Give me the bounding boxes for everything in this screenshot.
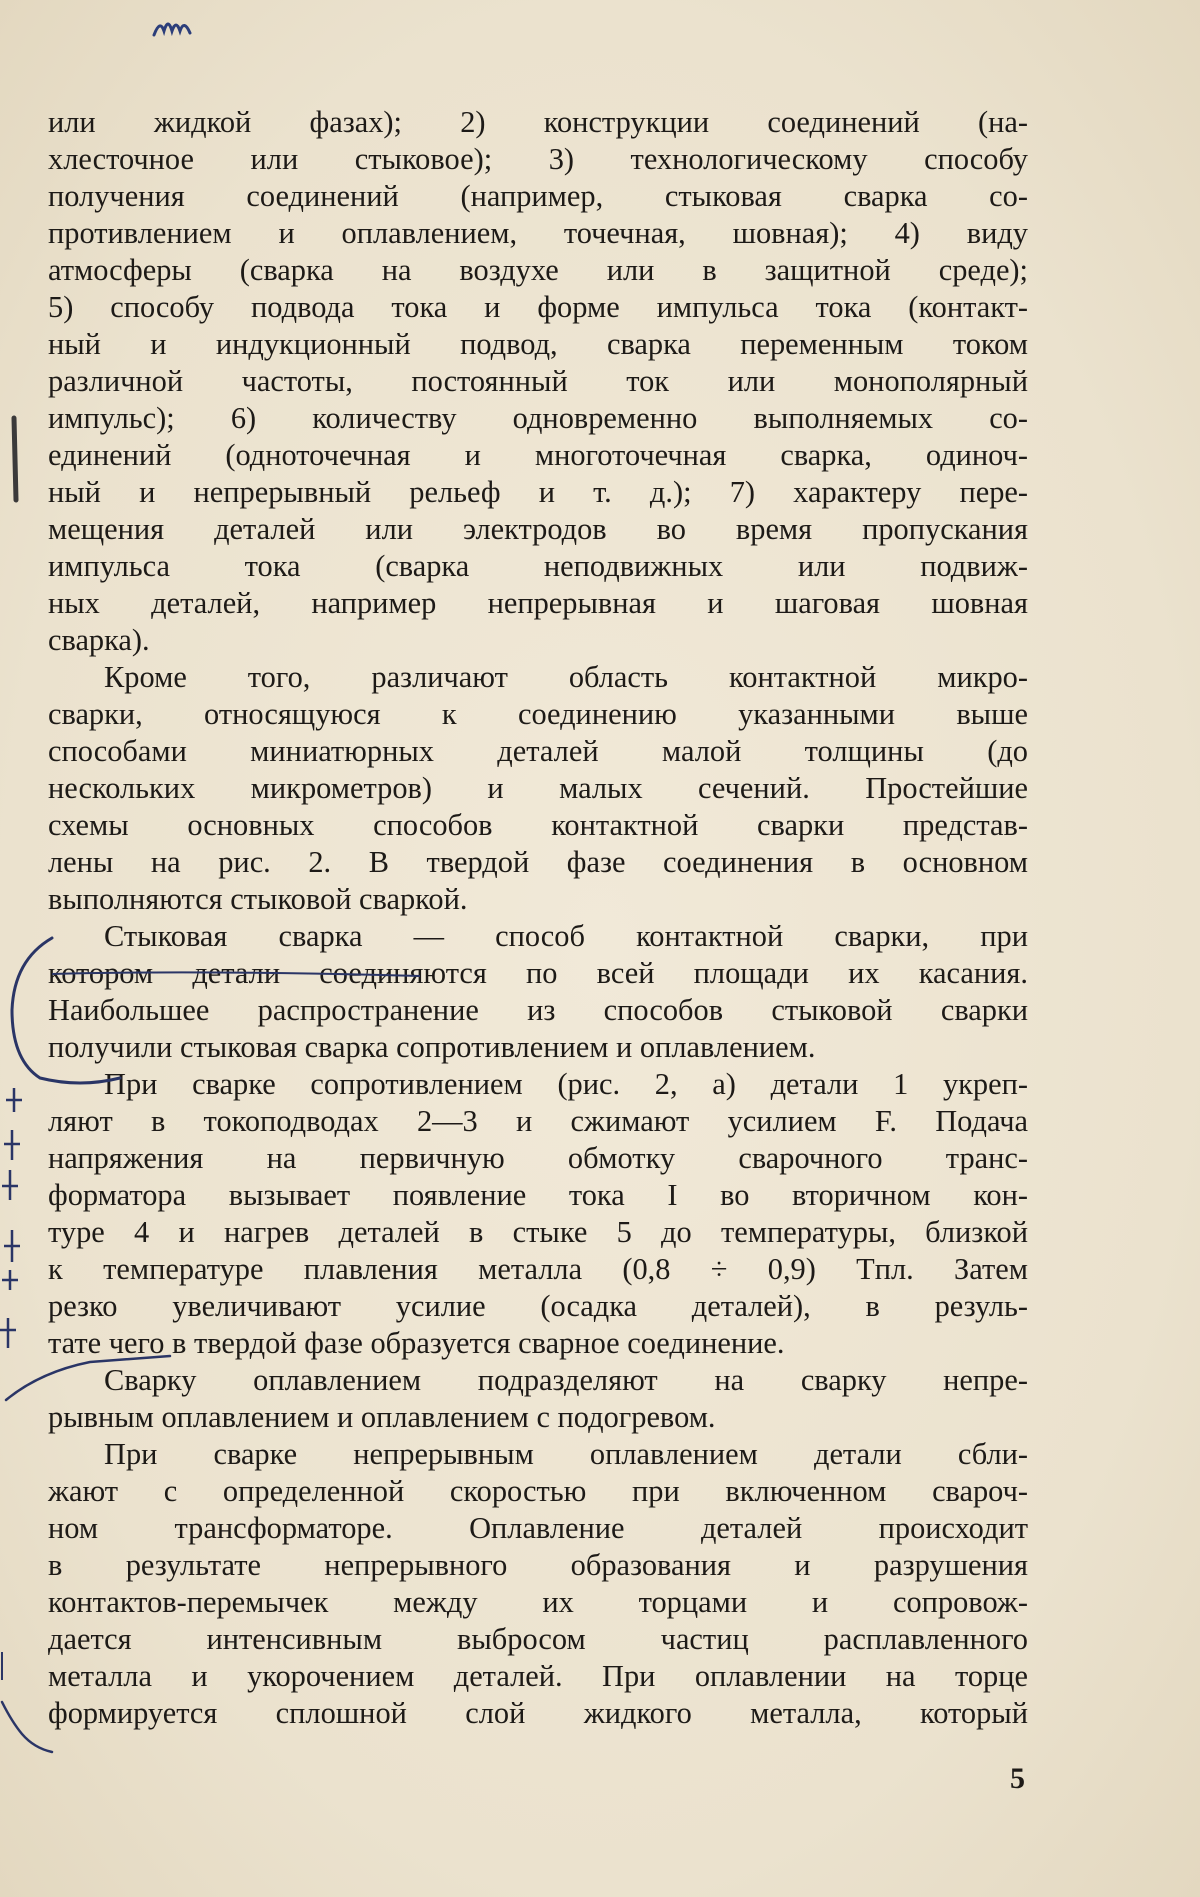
text-line: единений (одноточечная и многоточечная сварка, одиноч- [48,438,1028,472]
text-line: рывным оплавлением и оплавлением с подогревом. [48,1400,716,1434]
text-line: хлесточное или стыковое); 3) технологическому способу [48,142,1028,176]
margin-tick-mark [6,1088,22,1112]
text-line: или жидкой фазах); 2) конструкции соединений (на- [48,105,1028,139]
text-line: жают с определенной скоростью при включенном свароч- [48,1474,1028,1508]
text-line: получения соединений (например, стыковая сварка со- [48,179,1028,213]
text-line: туре 4 и нагрев деталей в стыке 5 до температуры, близкой [48,1215,1028,1249]
margin-bar-mark [14,418,16,500]
text-line: ных деталей, например непрерывная и шаговая шовная [48,586,1028,620]
margin-tick-mark [4,1130,20,1160]
text-line: в результате непрерывного образования и разрушения [48,1548,1028,1582]
text-line: различной частоты, постоянный ток или монополярный [48,364,1028,398]
text-line: нескольких микрометров) и малых сечений. Простейшие [48,771,1028,805]
text-line: ляют в токоподводах 2—3 и сжимают усилием F. Подача [48,1104,1028,1138]
margin-tick-mark [0,1318,16,1348]
underline-mark [52,972,420,976]
text-line: резко увеличивают усилие (осадка деталей), в резуль- [48,1289,1028,1323]
text-line: Кроме того, различают область контактной микро- [104,660,1028,694]
text-line: импульса тока (сварка неподвижных или подвиж- [48,549,1028,583]
text-line: Наибольшее распространение из способов стыковой сварки [48,993,1028,1027]
margin-curl-mark [2,1702,52,1752]
text-line: контактов-перемычек между их торцами и сопровож- [48,1585,1028,1619]
text-line: Сварку оплавлением подразделяют на сварку непре- [104,1363,1028,1397]
text-line: лены на рис. 2. В твердой фазе соединения в основном [48,845,1028,879]
text-line: сварка). [48,623,150,657]
text-line: ный и индукционный подвод, сварка переменным током [48,327,1028,361]
text-line: сварки, относящуюся к соединению указанными выше [48,697,1028,731]
text-line: к температуре плавления металла (0,8 ÷ 0,9) Tпл. Затем [48,1252,1028,1286]
text-line: металла и укорочением деталей. При оплавлении на торце [48,1659,1028,1693]
text-line: формируется сплошной слой жидкого металла, который [48,1696,1028,1730]
text-line: выполняются стыковой сваркой. [48,882,468,916]
text-line: ный и непрерывный рельеф и т. д.); 7) характеру пере- [48,475,1028,509]
text-line: 5) способу подвода тока и форме импульса тока (контакт- [48,290,1028,324]
text-line: форматора вызывает появление тока I во вторичном кон- [48,1178,1028,1212]
margin-bracket-mark [12,938,120,1083]
text-line: атмосферы (сварка на воздухе или в защитной среде); [48,253,1028,287]
text-line: тате чего в твердой фазе образуется сварное соединение. [48,1326,785,1360]
text-line: При сварке непрерывным оплавлением детали сбли- [104,1437,1028,1471]
text-line: способами миниатюрных деталей малой толщины (до [48,734,1028,768]
text-line: Стыковая сварка — способ контактной сварки, при [104,919,1028,953]
margin-tick-mark [4,1230,20,1262]
underline-mark [6,1356,170,1400]
text-line: дается интенсивным выбросом частиц расплавленного [48,1622,1028,1656]
text-line: напряжения на первичную обмотку сварочного транс- [48,1141,1028,1175]
margin-tick-mark [2,1270,18,1290]
text-line: ном трансформаторе. Оплавление деталей происходит [48,1511,1028,1545]
text-line: импульс); 6) количеству одновременно выполняемых со- [48,401,1028,435]
margin-tick-mark [2,1170,18,1200]
text-line: получили стыковая сварка сопротивлением и оплавлением. [48,1030,816,1064]
text-line: схемы основных способов контактной сварки представ- [48,808,1028,842]
text-line: противлением и оплавлением, точечная, шовная); 4) виду [48,216,1028,250]
text-line: При сварке сопротивлением (рис. 2, а) детали 1 укреп- [104,1067,1028,1101]
text-line: мещения деталей или электродов во время пропускания [48,512,1028,546]
page-number: 5 [1010,1762,1025,1795]
text-line: котором детали соединяются по всей площади их касания. [48,956,1028,990]
